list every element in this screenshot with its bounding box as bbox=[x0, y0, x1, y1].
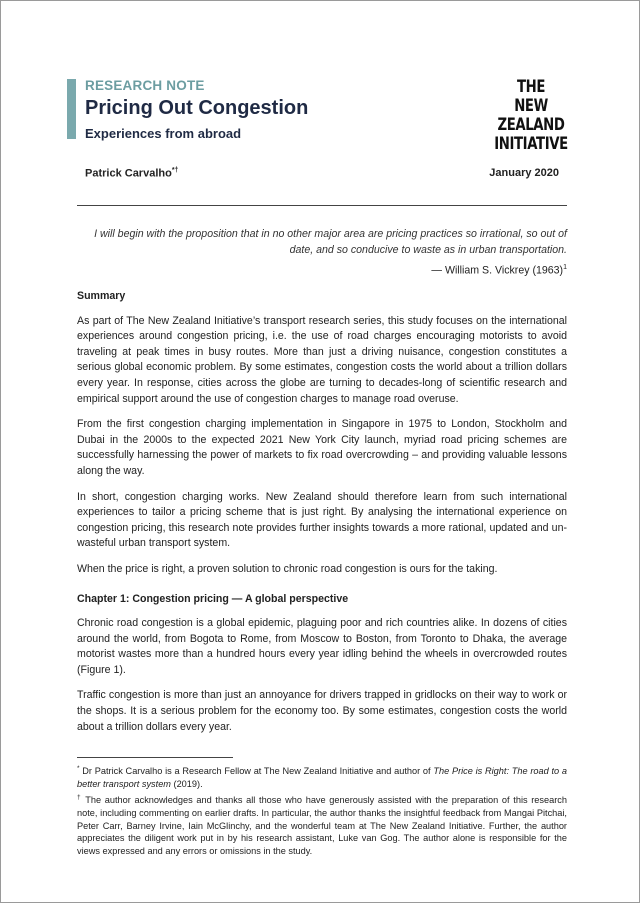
summary-paragraph: From the first congestion charging implementation in Singapore in 1975 to London, Stockholm and Dubai in the 2000s to the expected 2021 New York City launch, myriad road pricing schemes are successfully harnessing the power of markets to fix road overcrowding – and providing valuable lessons along the way. bbox=[77, 418, 567, 477]
organization-logo bbox=[483, 78, 579, 154]
footnote-1-end: (2019). bbox=[170, 778, 203, 789]
document-title: Pricing Out Congestion bbox=[85, 97, 309, 119]
footnotes bbox=[77, 763, 567, 859]
author-footnote-marks: *† bbox=[171, 167, 179, 174]
footnote-1-mark: * bbox=[77, 765, 80, 772]
document-body bbox=[77, 289, 567, 745]
summary-paragraph: As part of The New Zealand Initiative’s transport research series, this study focuses on the international experiences around congestion pricing, i.e. the use of road charges encouraging motorists to avoid traveling at peak times in busy routes. More than just a driving nuisance, congestion constitutes a serious global economic problem. By some estimates, congestion costs the world about a trillion dollars every year. In response, cities across the globe are turning to decades-long of scientific research and empirical support around the use of congestion charges to manage road overuse. bbox=[77, 314, 567, 405]
epigraph-quote: I will begin with the proposition that in no other major area are pricing practices so irrational, so out of date, and so conducive to waste as in urban transportation. bbox=[94, 228, 567, 256]
logo-line-2: NEW ZEALAND bbox=[497, 96, 565, 135]
summary-paragraph: When the price is right, a proven solution to chronic road congestion is ours for the taking. bbox=[77, 562, 498, 575]
footnote-divider bbox=[77, 757, 233, 758]
footnote-2 bbox=[77, 792, 567, 857]
summary-paragraph: In short, congestion charging works. New Zealand should therefore learn from such international experiences to tailor a pricing scheme that is just right. By analysing the international experience on congestion pricing, this research note provides further insights towards a more rational, updated and un-wasteful urban transport system. bbox=[77, 490, 567, 550]
footnote-1-book-title: The Price is Right: The road to a better transport system bbox=[77, 766, 568, 789]
accent-bar bbox=[67, 79, 76, 139]
document-subtitle: Experiences from abroad bbox=[85, 126, 242, 141]
footnote-2-mark: † bbox=[77, 794, 82, 802]
header-divider bbox=[77, 205, 567, 206]
author-text: Patrick Carvalho bbox=[85, 167, 172, 180]
epigraph-attribution bbox=[77, 264, 567, 277]
author-name bbox=[85, 167, 178, 180]
summary-heading: Summary bbox=[77, 290, 126, 302]
logo-line-1: THE bbox=[516, 77, 546, 97]
attribution-text: — William S. Vickrey (1963) bbox=[431, 264, 564, 277]
footnote-2-text: The author acknowledges and thanks all those who have generously assisted with the preparation of this research note, including commenting on earlier drafts. In particular, the author thanks the insightful feedback from Mangai Pitchai, Peter Carr, Barney Irvine, Iain McGlinchy, and the wonderful team at The New Zealand Initiative. Further, the author appreciates the diligent work put in by his research assistant, Luke van Gog. The author alone is responsible for the views expressed and any errors or omissions in the study. bbox=[77, 795, 567, 856]
publication-date: January 2020 bbox=[489, 167, 559, 179]
footnote-1 bbox=[77, 763, 567, 790]
footnote-1-text: Dr Patrick Carvalho is a Research Fellow at The New Zealand Initiative and author of bbox=[79, 766, 434, 777]
chapter-paragraph: Chronic road congestion is a global epidemic, plaguing poor and rich countries alike. In dozens of cities around the world, from Bogota to Rome, from Moscow to Boston, from Toronto to Dhaka, the average motorist wastes more than a hundred hours every year idling behind the wheels in overcrowded routes (Figure 1). bbox=[77, 617, 567, 676]
logo-line-3: INITIATIVE bbox=[494, 134, 568, 154]
attribution-footnote-mark: 1 bbox=[563, 264, 567, 271]
chapter-1-heading: Chapter 1: Congestion pricing — A global perspective bbox=[77, 592, 349, 605]
chapter-paragraph: Traffic congestion is more than just an annoyance for drivers trapped in gridlocks on their way to work or the shops. It is a serious problem for the economy too. By some estimates, congestion costs the world about a trillion dollars every year. bbox=[77, 689, 567, 733]
document-type-label: RESEARCH NOTE bbox=[85, 78, 205, 93]
